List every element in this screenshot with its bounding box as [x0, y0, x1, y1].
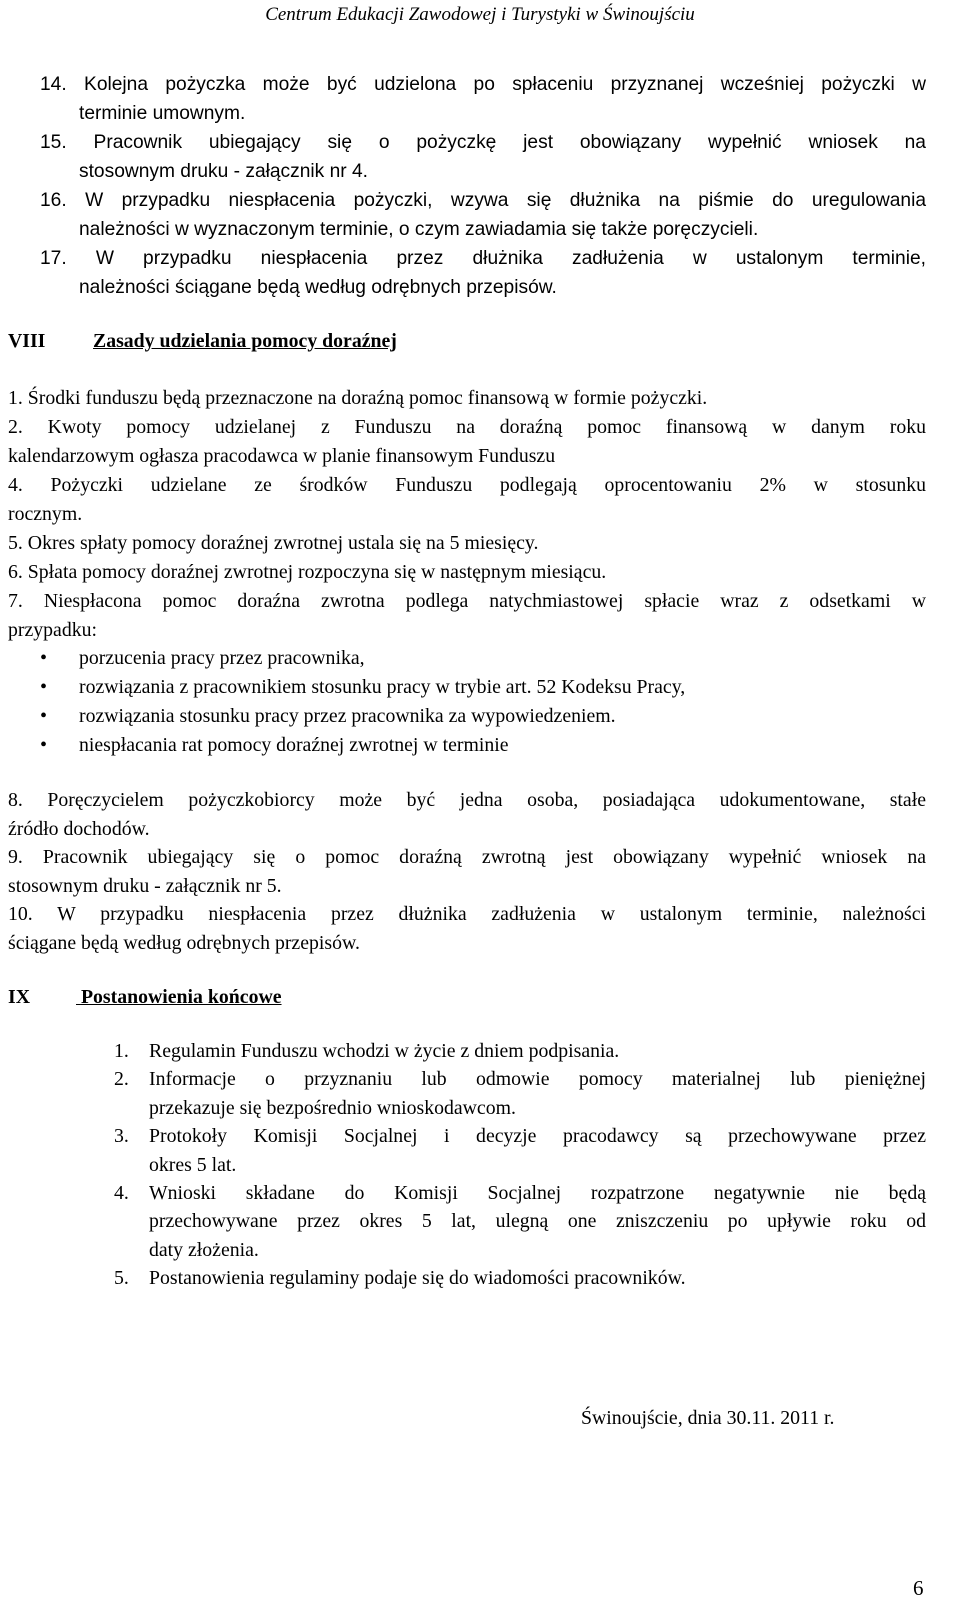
- ix-item-number: 5.: [114, 1267, 129, 1289]
- viii-item-10: 10. W przypadku niespłacenia przez dłużnika zadłużenia w ustalonym terminie, należności: [8, 903, 926, 925]
- ix-item-number: 2.: [114, 1068, 129, 1090]
- bullet-item: niespłacania rat pomocy doraźnej zwrotnej w terminie: [79, 734, 509, 756]
- viii-item-8-cont: źródło dochodów.: [8, 818, 150, 840]
- viii-item-5: 5. Okres spłaty pomocy doraźnej zwrotnej ustala się na 5 miesięcy.: [8, 532, 539, 554]
- viii-item-10-cont: ściągane będą według odrębnych przepisów.: [8, 932, 360, 954]
- viii-item-4: 4. Pożyczki udzielane ze środków Funduszu podlegają oprocentowaniu 2% w stosunku: [8, 474, 926, 496]
- prev-item-17-cont: należności ściągane będą według odrębnych przepisów.: [79, 277, 557, 298]
- bullet-item: porzucenia pracy przez pracownika,: [79, 647, 365, 669]
- ix-item-2: Informacje o przyznaniu lub odmowie pomocy materialnej lub pieniężnej: [149, 1068, 926, 1090]
- ix-item-3: Protokoły Komisji Socjalnej i decyzje pracodawcy są przechowywane przez: [149, 1125, 926, 1147]
- section-ix-title: Postanowienia końcowe: [80, 986, 282, 1008]
- viii-item-9: 9. Pracownik ubiegający się o pomoc doraźną zwrotną jest obowiązany wypełnić wniosek na: [8, 846, 926, 868]
- viii-item-2: 2. Kwoty pomocy udzielanej z Funduszu na doraźną pomoc finansową w danym roku: [8, 416, 926, 438]
- bullet-item: rozwiązania z pracownikiem stosunku pracy w trybie art. 52 Kodeksu Pracy,: [79, 676, 686, 698]
- viii-item-6: 6. Spłata pomocy doraźnej zwrotnej rozpoczyna się w następnym miesiącu.: [8, 561, 607, 583]
- bullet-icon: •: [40, 676, 48, 698]
- viii-item-8: 8. Poręczycielem pożyczkobiorcy może być jedna osoba, posiadająca udokumentowane, stałe: [8, 789, 926, 811]
- bullet-icon: •: [40, 705, 48, 727]
- viii-item-9-cont: stosownym druku - załącznik nr 5.: [8, 875, 282, 897]
- ix-item-number: 3.: [114, 1125, 129, 1147]
- viii-item-7-cont: przypadku:: [8, 619, 97, 641]
- page-header: Centrum Edukacji Zawodowej i Turystyki w Świnoujściu: [265, 4, 695, 25]
- bullet-icon: •: [40, 734, 48, 756]
- section-viii-title: Zasady udzielania pomocy doraźnej: [93, 330, 397, 352]
- bullet-icon: •: [40, 647, 48, 669]
- prev-item-16: 16. W przypadku niespłacenia pożyczki, wzywa się dłużnika na piśmie do uregulowania: [40, 190, 926, 211]
- ix-item-4-cont: przechowywane przez okres 5 lat, ulegną one zniszczeniu po upływie roku od: [149, 1210, 926, 1232]
- ix-item-number: 4.: [114, 1182, 129, 1204]
- section-ix-number: IX: [8, 986, 30, 1008]
- bullet-item: rozwiązania stosunku pracy przez pracownika za wypowiedzeniem.: [79, 705, 616, 727]
- ix-item-number: 1.: [114, 1040, 129, 1062]
- prev-item-16-cont: należności w wyznaczonym terminie, o czym zawiadamia się także poręczycieli.: [79, 219, 759, 240]
- ix-item-5: Postanowienia regulaminy podaje się do wiadomości pracowników.: [149, 1267, 686, 1289]
- viii-item-2-cont: kalendarzowym ogłasza pracodawca w planie finansowym Funduszu: [8, 445, 556, 467]
- prev-item-15: 15. Pracownik ubiegający się o pożyczkę jest obowiązany wypełnić wniosek na: [40, 132, 926, 153]
- section-viii-number: VIII: [8, 330, 46, 352]
- ix-item-2-cont: przekazuje się bezpośrednio wnioskodawcom.: [149, 1097, 516, 1119]
- page-number: 6: [913, 1576, 924, 1600]
- place-date: Świnoujście, dnia 30.11. 2011 r.: [581, 1407, 835, 1429]
- viii-item-7: 7. Niespłacona pomoc doraźna zwrotna podlega natychmiastowej spłacie wraz z odsetkami w: [8, 590, 926, 612]
- viii-item-4-cont: rocznym.: [8, 503, 83, 525]
- ix-item-4: Wnioski składane do Komisji Socjalnej rozpatrzone negatywnie nie będą: [149, 1182, 926, 1204]
- ix-item-4-cont2: daty złożenia.: [149, 1239, 259, 1261]
- prev-item-15-cont: stosownym druku - załącznik nr 4.: [79, 161, 368, 182]
- prev-item-14: 14. Kolejna pożyczka może być udzielona po spłaceniu przyznanej wcześniej pożyczki w: [40, 74, 926, 95]
- prev-item-14-cont: terminie umownym.: [79, 103, 246, 124]
- ix-item-1: Regulamin Funduszu wchodzi w życie z dniem podpisania.: [149, 1040, 620, 1062]
- viii-item-1: 1. Środki funduszu będą przeznaczone na doraźną pomoc finansową w formie pożyczki.: [8, 387, 708, 409]
- ix-item-3-cont: okres 5 lat.: [149, 1154, 237, 1176]
- prev-item-17: 17. W przypadku niespłacenia przez dłużnika zadłużenia w ustalonym terminie,: [40, 248, 926, 269]
